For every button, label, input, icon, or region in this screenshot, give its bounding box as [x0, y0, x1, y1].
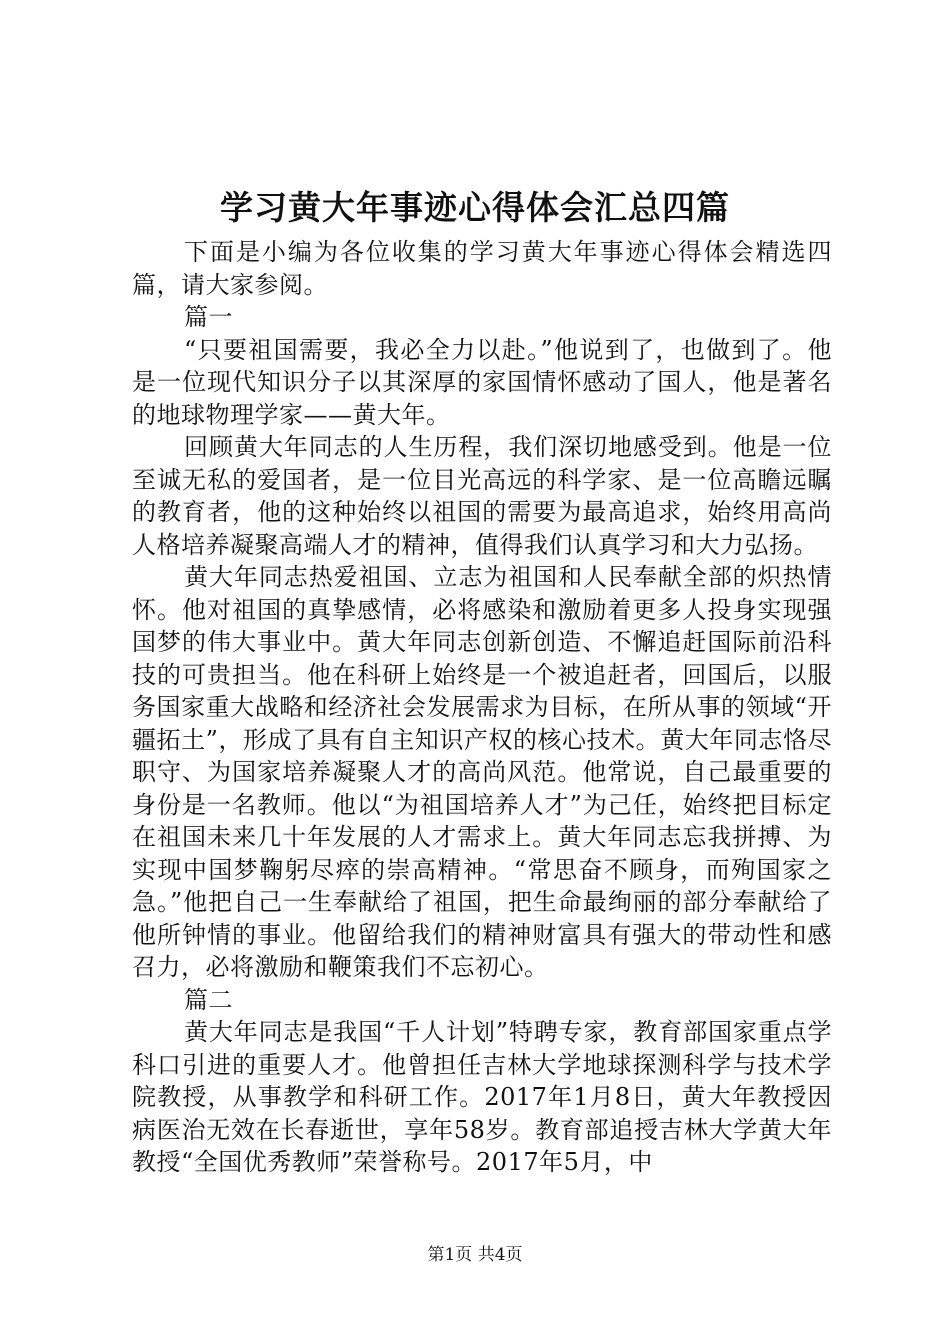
page-number-footer: 第1页 共4页	[427, 1245, 523, 1265]
section-heading-1: 篇一	[184, 303, 233, 331]
document-body	[132, 236, 832, 1179]
section2-paragraph-1: 黄大年同志是我国“千人计划”特聘专家，教育部国家重点学科口引进的重要人才。他曾担任吉林大学地球探测科学与技术学院教授，从事教学和科研工作。2017年1月8日，黄大年教授因病医治无效在长春逝世，享年58岁。教育部追授吉林大学黄大年教授“全国优秀教师”荣誉称号。2017年5月，中	[132, 1018, 832, 1176]
section1-paragraph-2: 回顾黄大年同志的人生历程，我们深切地感受到。他是一位至诚无私的爱国者，是一位目光高远的科学家、是一位高瞻远瞩的教育者，他的这种始终以祖国的需要为最高追求，始终用高尚人格培养凝聚高端人才的精神，值得我们认真学习和大力弘扬。	[132, 433, 832, 559]
section-heading-2: 篇二	[184, 985, 233, 1014]
document-title: 学习黄大年事迹心得体会汇总四篇	[220, 188, 730, 227]
section1-paragraph-1: “只要祖国需要，我必全力以赴。”他说到了，也做到了。他是一位现代知识分子以其深厚的家国情怀感动了国人，他是著名的地球物理学家——黄大年。	[132, 335, 832, 429]
intro-paragraph: 下面是小编为各位收集的学习黄大年事迹心得体会精选四篇，请大家参阅。	[132, 238, 832, 299]
section1-paragraph-3: 黄大年同志热爱祖国、立志为祖国和人民奉献全部的炽热情怀。他对祖国的真挚感情，必将感染和激励着更多人投身实现强国梦的伟大事业中。黄大年同志创新创造、不懈追赶国际前沿科技的可贵担当。他在科研上始终是一个被追赶者，回国后，以服务国家重大战略和经济社会发展需求为目标，在所从事的领域“开疆拓土”，形成了具有自主知识产权的核心技术。黄大年同志恪尽职守、为国家培养凝聚人才的高尚风范。他常说，自己最重要的身份是一名教师。他以“为祖国培养人才”为己任，始终把目标定在祖国未来几十年发展的人才需求上。黄大年同志忘我拼搏、为实现中国梦鞠躬尽瘁的崇高精神。“常思奋不顾身，而殉国家之急。”他把自己一生奉献给了祖国，把生命最绚丽的部分奉献给了他所钟情的事业。他留给我们的精神财富具有强大的带动性和感召力，必将激励和鞭策我们不忘初心。	[132, 563, 832, 981]
